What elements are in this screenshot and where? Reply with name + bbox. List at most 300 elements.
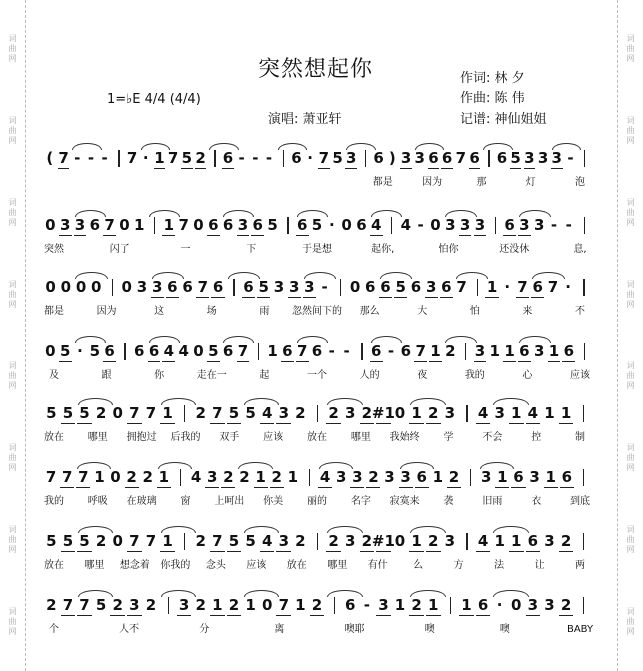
- beam-underline: [318, 487, 332, 488]
- beam-underline: [409, 551, 424, 552]
- lyric: 因为: [422, 177, 443, 188]
- slur: [223, 210, 255, 217]
- note: 0: [119, 216, 130, 234]
- note: 1: [295, 596, 306, 614]
- note: 6: [477, 596, 489, 614]
- beam-underline: [511, 487, 525, 488]
- beam-underline: [227, 551, 242, 552]
- note: 6: [222, 149, 234, 167]
- watermark-char: 网: [8, 381, 17, 391]
- lyric: 大: [417, 306, 428, 317]
- slur: [319, 462, 353, 469]
- note: 3: [474, 342, 486, 360]
- watermark-char: 网: [626, 381, 635, 391]
- note: ·: [142, 149, 149, 167]
- note: 5: [62, 404, 74, 422]
- lyric-row: [43, 496, 591, 508]
- note: 3: [178, 596, 190, 614]
- slur: [75, 272, 107, 279]
- note: 7: [318, 149, 330, 167]
- note: 5: [208, 342, 219, 360]
- slur: [552, 143, 581, 150]
- beam-underline: [426, 423, 441, 424]
- beam-underline: [61, 423, 76, 424]
- note: -: [238, 149, 245, 167]
- note: 7: [517, 278, 528, 296]
- beam-underline: [474, 235, 487, 236]
- beam-underline: [399, 487, 413, 488]
- note: 2: [195, 532, 206, 550]
- watermark-char: 曲: [8, 43, 17, 53]
- lyric: 雨: [259, 306, 270, 317]
- note: 2: [295, 404, 306, 422]
- beam-underline: [510, 168, 522, 169]
- notation-row: [43, 466, 591, 488]
- watermark-char: 网: [626, 545, 635, 555]
- beam-underline: [562, 361, 575, 362]
- note: 4: [477, 404, 489, 422]
- lyric: 你: [154, 370, 165, 381]
- beam-underline: [469, 168, 481, 169]
- note: 0: [511, 596, 522, 614]
- beam-underline: [207, 235, 220, 236]
- note: 1: [212, 596, 223, 614]
- lyric: 应该: [246, 560, 267, 571]
- bar-line: [184, 405, 185, 422]
- note: 1: [511, 404, 522, 422]
- notation-row: [43, 340, 591, 362]
- lyric: 还没休: [499, 244, 530, 255]
- note: 4: [527, 404, 539, 422]
- beam-underline: [60, 487, 74, 488]
- beam-underline: [227, 615, 242, 616]
- notation-row: [43, 276, 591, 298]
- watermark-char: 曲: [626, 207, 635, 217]
- note: 2: [428, 404, 439, 422]
- composer-credit: 作曲: 陈 伟: [460, 91, 525, 106]
- watermark-group: [9, 607, 17, 637]
- note: 3: [344, 404, 356, 422]
- slur: [149, 336, 181, 343]
- note: 7: [178, 216, 189, 234]
- slur: [445, 210, 477, 217]
- note: 1: [154, 149, 165, 167]
- note: -: [387, 342, 395, 360]
- note: 1: [430, 342, 441, 360]
- note: 2: [361, 404, 373, 422]
- beam-underline: [516, 297, 529, 298]
- note: 3: [346, 149, 357, 167]
- note: 3: [459, 216, 471, 234]
- note: 1: [411, 532, 422, 550]
- notation-row: [43, 147, 591, 169]
- note: 3: [414, 149, 425, 167]
- lyric: 及: [48, 370, 59, 381]
- beam-underline: [459, 615, 474, 616]
- note: 6: [504, 216, 515, 234]
- note: 1: [544, 404, 555, 422]
- lyric-row: [43, 177, 591, 189]
- watermark-char: 曲: [626, 453, 635, 463]
- note: 6: [89, 216, 101, 234]
- note: 0: [75, 278, 87, 296]
- note: 5: [228, 404, 240, 422]
- beam-underline: [260, 551, 275, 552]
- lyric: 因为: [96, 306, 117, 317]
- beam-underline: [518, 235, 531, 236]
- note: 3: [273, 278, 285, 296]
- note: 4: [178, 342, 189, 360]
- lyric: 应该: [263, 432, 284, 443]
- note: 7: [197, 278, 209, 296]
- note: 7: [126, 149, 138, 167]
- note: 1: [511, 532, 522, 550]
- note: ·: [504, 278, 511, 296]
- beam-underline: [58, 168, 70, 169]
- note: 5: [181, 149, 193, 167]
- beam-underline: [544, 487, 558, 488]
- beam-underline: [148, 361, 161, 362]
- watermark-group: [9, 198, 17, 228]
- beam-underline: [61, 551, 76, 552]
- note: 6: [148, 342, 160, 360]
- note: 1: [411, 404, 422, 422]
- note: 7: [145, 532, 157, 550]
- note: 7: [212, 404, 223, 422]
- watermark-char: 网: [8, 545, 17, 555]
- beam-underline: [127, 615, 142, 616]
- note: 3: [529, 468, 540, 486]
- transcriber-credit: 记谱: 神仙姐姐: [460, 112, 547, 127]
- note: 0: [45, 278, 56, 296]
- note: 3: [136, 278, 148, 296]
- lyric: 两: [575, 560, 586, 571]
- note: 4: [190, 468, 202, 486]
- note: 2: [328, 404, 339, 422]
- lyric: 放在: [43, 432, 64, 443]
- lyric: BABY: [566, 624, 594, 635]
- watermark-char: 曲: [8, 125, 17, 135]
- slur: [346, 143, 375, 150]
- note: 1: [134, 216, 145, 234]
- beam-underline: [509, 551, 524, 552]
- bar-line: [391, 217, 392, 234]
- note: 4: [371, 216, 382, 234]
- note: 6: [532, 278, 543, 296]
- slur: [77, 462, 111, 469]
- watermark-char: 曲: [626, 289, 635, 299]
- note: 6: [356, 216, 367, 234]
- beam-underline: [251, 235, 264, 236]
- lyric: 方: [453, 560, 464, 571]
- note: 6: [380, 278, 391, 296]
- note: 3: [304, 278, 315, 296]
- note: 5: [59, 342, 71, 360]
- lyric-row: [43, 560, 591, 572]
- lyric: 噢: [424, 624, 435, 635]
- beam-underline: [429, 361, 442, 362]
- watermark-group: [9, 361, 17, 391]
- note: 2: [560, 532, 572, 550]
- beam-underline: [127, 423, 142, 424]
- note: 2: [223, 468, 234, 486]
- bar-line: [112, 279, 113, 296]
- note: 3: [494, 404, 505, 422]
- lyric: 噢: [499, 624, 510, 635]
- lyric: 场: [206, 306, 217, 317]
- beam-underline: [296, 361, 309, 362]
- beam-underline: [74, 235, 87, 236]
- lyric: 走在一: [196, 370, 227, 381]
- watermark-char: 词: [8, 197, 17, 207]
- note: 3: [352, 468, 363, 486]
- lyric: 哪里: [350, 432, 371, 443]
- watermark-group: [9, 280, 17, 310]
- slur: [480, 462, 514, 469]
- bar-line: [154, 217, 155, 234]
- beam-underline: [376, 423, 391, 424]
- watermark-char: 网: [626, 627, 635, 637]
- note: 0: [394, 532, 406, 550]
- beam-underline: [276, 551, 291, 552]
- lyric: 放在: [307, 432, 327, 443]
- bar-line: [334, 597, 335, 614]
- lyric: 起你,: [371, 244, 395, 255]
- note: 3: [444, 532, 456, 550]
- watermark-char: 网: [8, 463, 17, 473]
- note: 3: [278, 404, 289, 422]
- bar-line: [466, 405, 467, 422]
- notation-row: [43, 214, 591, 236]
- note: 6: [513, 468, 524, 486]
- note: 6: [373, 149, 384, 167]
- beam-underline: [237, 235, 250, 236]
- beam-underline: [426, 615, 441, 616]
- note: 2: [328, 532, 339, 550]
- note: 3: [378, 596, 389, 614]
- lyric: 下: [246, 244, 257, 255]
- slur: [149, 210, 181, 217]
- slur: [72, 143, 101, 150]
- note: 3: [474, 216, 486, 234]
- note: 3: [400, 468, 411, 486]
- slur: [75, 210, 107, 217]
- note: -: [265, 149, 273, 167]
- lyric: 突然: [43, 244, 64, 255]
- slur: [493, 526, 528, 533]
- note: 7: [145, 404, 157, 422]
- note: 7: [296, 342, 308, 360]
- note: 0: [121, 278, 132, 296]
- watermark-group: [627, 443, 635, 473]
- lyric: 都是: [43, 306, 64, 317]
- slur: [415, 143, 444, 150]
- beam-underline: [177, 615, 192, 616]
- note: 2: [368, 468, 379, 486]
- slur: [238, 462, 272, 469]
- beam-underline: [379, 297, 392, 298]
- note: -: [74, 149, 81, 167]
- watermark-char: 曲: [626, 535, 635, 545]
- watermark-char: 词: [8, 607, 17, 617]
- watermark-char: 词: [626, 33, 635, 43]
- beam-underline: [409, 615, 424, 616]
- slur: [327, 590, 362, 597]
- beam-underline: [162, 235, 175, 236]
- watermark-char: 词: [626, 115, 635, 125]
- lyric-row: [43, 306, 591, 318]
- beam-underline: [474, 361, 487, 362]
- note: 7: [45, 468, 57, 486]
- slur: [327, 526, 362, 533]
- note: #1: [371, 404, 395, 422]
- beam-underline: [476, 423, 491, 424]
- beam-underline: [270, 487, 284, 488]
- watermark-group: [627, 525, 635, 555]
- bar-line: [258, 343, 259, 360]
- watermark-group: [627, 361, 635, 391]
- beam-underline: [326, 423, 341, 424]
- bar-line: [583, 279, 584, 296]
- bar-line: [450, 597, 451, 614]
- beam-underline: [162, 361, 175, 362]
- note: -: [101, 149, 108, 167]
- slur: [456, 272, 488, 279]
- watermark-char: 曲: [8, 207, 17, 217]
- note: 6: [416, 468, 427, 486]
- beam-underline: [77, 551, 92, 552]
- lyric: 哪里: [87, 432, 108, 443]
- note: 3: [129, 596, 140, 614]
- note: 1: [255, 468, 266, 486]
- slur: [371, 210, 403, 217]
- lyric: 学: [443, 432, 454, 443]
- slur: [278, 143, 307, 150]
- lyric: 念头: [205, 560, 226, 571]
- beam-underline: [476, 615, 491, 616]
- beam-underline: [160, 423, 175, 424]
- lyric: 来: [522, 306, 533, 317]
- note: 5: [79, 532, 90, 550]
- note: -: [550, 216, 558, 234]
- note: 3: [524, 149, 535, 167]
- note: 3: [544, 532, 555, 550]
- note: 2: [142, 468, 153, 486]
- note: 2: [311, 596, 323, 614]
- singer-credit: 演唱: 萧亚轩: [268, 112, 342, 127]
- lyric: 拥抱过: [126, 432, 157, 443]
- lyric: 起: [259, 370, 270, 381]
- beam-underline: [210, 423, 225, 424]
- note: 1: [394, 596, 406, 614]
- note: 5: [62, 532, 74, 550]
- beam-underline: [154, 168, 166, 169]
- lyric: 都是: [372, 177, 393, 188]
- lyric: 上呵出: [214, 496, 245, 507]
- note: 5: [79, 404, 90, 422]
- note: -: [328, 342, 335, 360]
- lyric: 闪了: [109, 244, 130, 255]
- note: 2: [411, 596, 422, 614]
- beam-underline: [103, 361, 116, 362]
- note: 6: [182, 278, 193, 296]
- note: ·: [496, 596, 503, 614]
- note: 0: [60, 278, 72, 296]
- beam-underline: [288, 297, 301, 298]
- lyric: 旧雨: [482, 496, 503, 507]
- watermark-group: [9, 34, 17, 64]
- slur: [410, 526, 445, 533]
- watermark-group: [9, 525, 17, 555]
- lyric: 怕你: [438, 244, 459, 255]
- note: 6: [167, 278, 178, 296]
- lyric: 控: [531, 432, 542, 443]
- watermark-char: 网: [626, 299, 635, 309]
- slur: [78, 398, 113, 405]
- watermark-group: [627, 198, 635, 228]
- note: 5: [332, 149, 343, 167]
- note: 2: [428, 532, 439, 550]
- note: -: [87, 149, 95, 167]
- note: 5: [95, 596, 107, 614]
- slur: [228, 272, 260, 279]
- note: 2: [448, 468, 460, 486]
- bar-line: [495, 217, 496, 234]
- slur: [152, 272, 184, 279]
- watermark-char: 词: [626, 279, 635, 289]
- note: 3: [444, 404, 456, 422]
- note: 6: [212, 278, 224, 296]
- note: 7: [456, 278, 467, 296]
- note: -: [565, 216, 572, 234]
- left-watermark-strip: [0, 0, 26, 671]
- note: 3: [425, 278, 437, 296]
- note: 3: [288, 278, 300, 296]
- note: 7: [237, 342, 249, 360]
- note: 2: [145, 596, 157, 614]
- watermark-char: 网: [626, 135, 635, 145]
- beam-underline: [210, 551, 225, 552]
- bar-line: [465, 343, 466, 360]
- lyric: 法: [494, 560, 505, 571]
- note: -: [321, 278, 328, 296]
- lyric: 我的: [464, 370, 485, 381]
- watermark-char: 词: [8, 525, 17, 535]
- note: 6: [563, 342, 574, 360]
- beam-underline: [366, 487, 380, 488]
- note: 1: [163, 216, 175, 234]
- note: ): [388, 149, 396, 167]
- lyric: 离: [274, 624, 285, 635]
- note: 3: [384, 468, 395, 486]
- note: 2: [112, 596, 123, 614]
- note: 6: [441, 149, 453, 167]
- beam-underline: [509, 423, 524, 424]
- slur: [445, 336, 477, 343]
- note: 3: [237, 216, 249, 234]
- watermark-char: 网: [8, 135, 17, 145]
- slur: [493, 590, 528, 597]
- note: 6: [365, 278, 376, 296]
- watermark-char: 曲: [8, 289, 17, 299]
- note: 6: [561, 468, 573, 486]
- beam-underline: [551, 168, 563, 169]
- note: 1: [545, 468, 556, 486]
- beam-underline: [425, 297, 438, 298]
- lyric: 衣: [531, 496, 542, 507]
- note: 1: [461, 596, 472, 614]
- note: 1: [245, 596, 256, 614]
